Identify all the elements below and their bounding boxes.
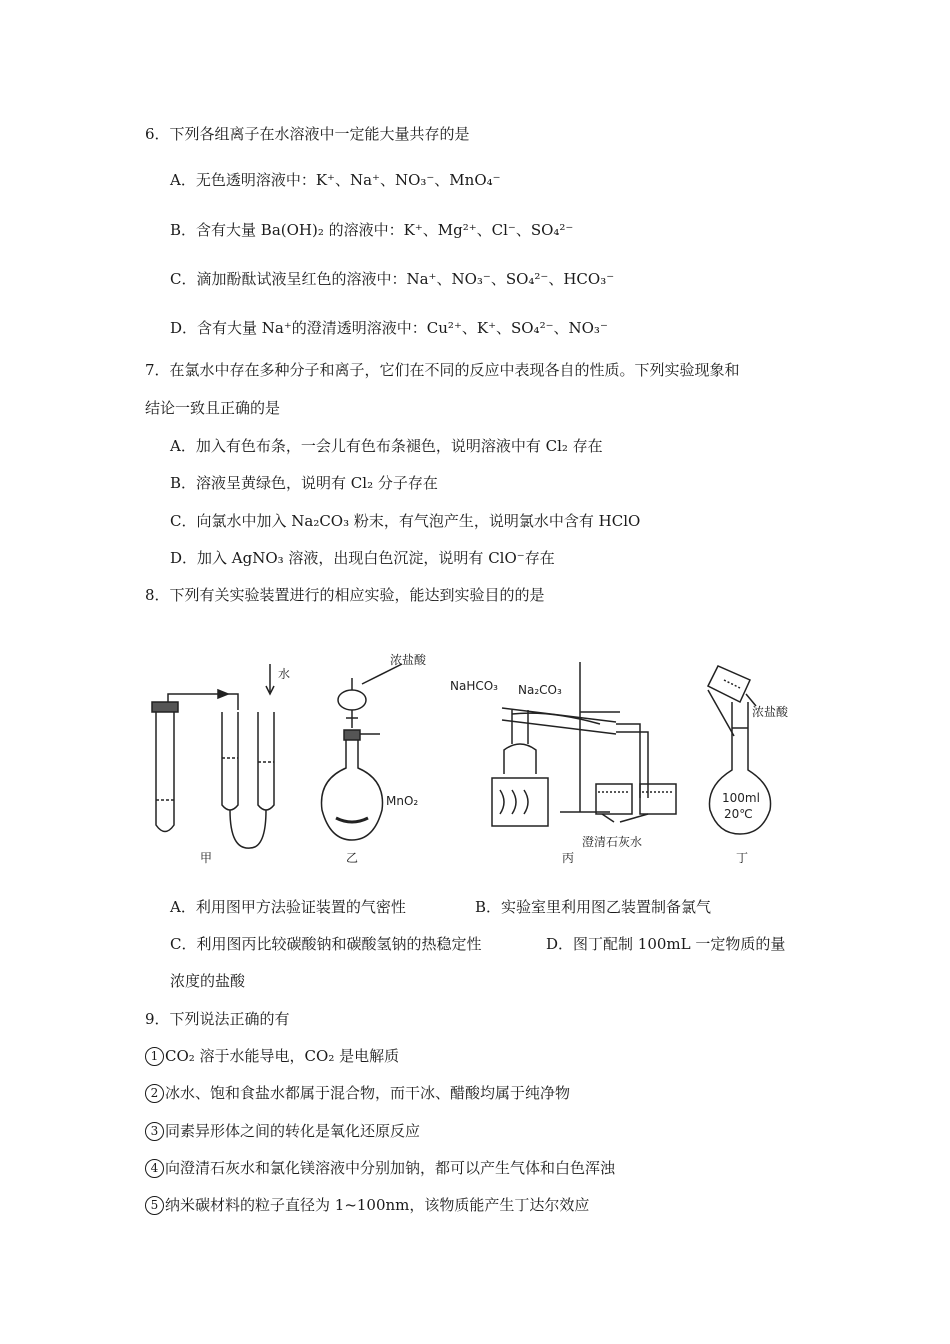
q6-option-d-ions: Cu²⁺、K⁺、SO₄²⁻、NO₃⁻ xyxy=(426,319,608,337)
item-number-circle: 3 xyxy=(145,1122,164,1141)
item-text: CO₂ 溶于水能导电，CO₂ 是电解质 xyxy=(165,1047,400,1065)
apparatus-figure xyxy=(140,650,820,870)
item-number-circle: 4 xyxy=(145,1159,164,1178)
q6-option-c xyxy=(170,269,614,289)
apparatus-jia xyxy=(152,664,290,848)
item-number-circle: 1 xyxy=(145,1047,164,1066)
conc-hcl-label-2: 浓盐酸 xyxy=(752,705,789,719)
item-number-circle: 2 xyxy=(145,1084,164,1103)
apparatus-bing xyxy=(450,662,676,849)
q8-option-c: C．利用图丙比较碳酸钠和碳酸氢钠的热稳定性 xyxy=(170,935,482,953)
flask-temp-label: 20℃ xyxy=(724,807,753,821)
item-text: 冰水、饱和食盐水都属于混合物，而干冰、醋酸均属于纯净物 xyxy=(165,1084,571,1102)
caption-yi: 乙 xyxy=(346,851,359,865)
item-text: 同素异形体之间的转化是氧化还原反应 xyxy=(165,1122,421,1140)
q8-stem: 8．下列有关实验装置进行的相应实验，能达到实验目的的是 xyxy=(145,586,545,604)
q6-option-b-label: B．含有大量 Ba(OH)₂ 的溶液中： xyxy=(170,221,404,239)
q6-option-a-ions: K⁺、Na⁺、NO₃⁻、MnO₄⁻ xyxy=(315,171,501,189)
q7-option-c: C．向氯水中加入 Na₂CO₃ 粉末，有气泡产生，说明氯水中含有 HClO xyxy=(170,512,641,530)
q6-option-a-label: A．无色透明溶液中： xyxy=(170,171,316,189)
mno2-label: MnO₂ xyxy=(386,794,419,808)
apparatus-diagram xyxy=(140,650,820,870)
q6-option-c-label: C．滴加酚酞试液呈红色的溶液中： xyxy=(170,270,407,288)
caption-jia: 甲 xyxy=(200,851,213,865)
item-number-circle: 5 xyxy=(145,1196,164,1215)
apparatus-ding xyxy=(708,666,789,834)
apparatus-yi xyxy=(322,652,428,840)
item-text: 向澄清石灰水和氯化镁溶液中分别加钠，都可以产生气体和白色浑浊 xyxy=(165,1159,616,1177)
q8-option-b: B．实验室里利用图乙装置制备氯气 xyxy=(475,898,712,916)
q9-item-4 xyxy=(145,1158,615,1178)
q6-option-b-ions: K⁺、Mg²⁺、Cl⁻、SO₄²⁻ xyxy=(403,221,574,239)
caption-ding: 丁 xyxy=(736,851,749,865)
q6-option-a xyxy=(170,170,501,190)
na2co3-label: Na₂CO₃ xyxy=(518,683,562,697)
caption-bing: 丙 xyxy=(562,851,575,865)
limewater-label: 澄清石灰水 xyxy=(582,835,643,849)
q8-option-a: A．利用图甲方法验证装置的气密性 xyxy=(170,898,406,916)
q6-option-d xyxy=(170,318,608,338)
q9-item-3 xyxy=(145,1121,420,1141)
q6-option-d-label: D．含有大量 Na⁺的澄清透明溶液中： xyxy=(170,319,427,337)
water-label: 水 xyxy=(278,667,291,681)
flask-volume-label: 100ml xyxy=(722,791,760,805)
item-text: 纳米碳材料的粒子直径为 1~100nm，该物质能产生丁达尔效应 xyxy=(165,1196,590,1214)
q9-item-5 xyxy=(145,1195,589,1215)
q7-stem-line1: 7．在氯水中存在多种分子和离子，它们在不同的反应中表现各自的性质。下列实验现象和 xyxy=(145,361,740,379)
q7-option-d: D．加入 AgNO₃ 溶液，出现白色沉淀，说明有 ClO⁻存在 xyxy=(170,549,555,567)
q6-option-c-ions: Na⁺、NO₃⁻、SO₄²⁻、HCO₃⁻ xyxy=(406,270,615,288)
q7-stem-line2: 结论一致且正确的是 xyxy=(145,399,281,417)
q8-option-d-continued: 浓度的盐酸 xyxy=(170,972,246,990)
q6-option-b xyxy=(170,220,573,240)
q9-item-2 xyxy=(145,1083,570,1103)
q9-stem: 9．下列说法正确的有 xyxy=(145,1010,290,1028)
conc-hcl-label: 浓盐酸 xyxy=(390,653,427,667)
q7-option-a: A．加入有色布条，一会儿有色布条褪色，说明溶液中有 Cl₂ 存在 xyxy=(170,437,603,455)
q9-item-1 xyxy=(145,1046,399,1066)
q6-stem: 6．下列各组离子在水溶液中一定能大量共存的是 xyxy=(145,125,470,143)
q8-option-d: D．图丁配制 100mL 一定物质的量 xyxy=(546,935,786,953)
q7-option-b: B．溶液呈黄绿色，说明有 Cl₂ 分子存在 xyxy=(170,474,438,492)
nahco3-label: NaHCO₃ xyxy=(450,679,498,693)
